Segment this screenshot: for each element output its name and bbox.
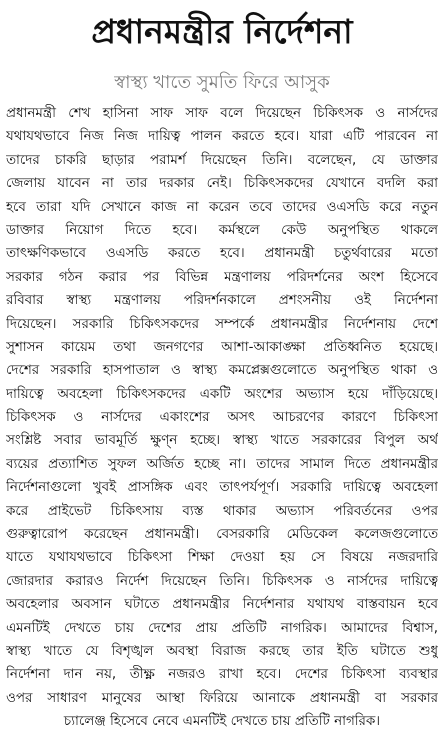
body-line: যথাযথভাবে নিজ নিজ দায়িত্ব পালন করতে হবে। যারা এটি পারবেন না (6, 129, 438, 145)
body-line: চ্যালেঞ্জ হিসেবে নেবে এমনটিই দেখতে চায় প্রতিটি নাগরিক। (63, 714, 381, 730)
body-line: সংশ্লিষ্ট সবার ভাবমূর্তি ক্ষুণ্ন হচ্ছে। স্বাস্থ্য খাতে সরকারের বিপুল অর্থ (6, 433, 438, 449)
subheadline: স্বাস্থ্য খাতে সুমতি ফিরে আসুক (114, 72, 330, 93)
article-body (2, 102, 442, 734)
body-line: দায়িত্বে অবহেলা চিকিৎসকদের একটি অংশের অভ্যাস হয়ে দাঁড়িয়েছে। (6, 386, 438, 402)
body-line: এমনটিই দেখতে চায় দেশের প্রায় প্রতিটি নাগরিক। আমাদের বিশ্বাস, (6, 620, 438, 636)
body-line: নির্দেশনা দান নয়, তীক্ষ্ণ নজরও রাখা হবে। দেশের চিকিৎসা ব্যবস্থার (6, 667, 438, 683)
body-line: তাদের চাকরি ছাড়ার পরামর্শ দিয়েছেন তিনি। বলেছেন, যে ডাক্তার (6, 152, 438, 168)
body-line: গুরুত্বারোপ করেছেন প্রধানমন্ত্রী। বেসরকারি মেডিকেল কলেজগুলোতে (6, 527, 438, 543)
body-line: সরকার গঠন করার পর বিভিন্ন মন্ত্রণালয় পরিদর্শনের অংশ হিসেবে (6, 269, 438, 285)
body-line: দিয়েছেন। সরকারি চিকিৎসকদের সম্পর্কে প্রধানমন্ত্রীর নির্দেশনায় দেশে (6, 316, 438, 332)
body-line: দেশের সরকারি হাসপাতাল ও স্বাস্থ্য কমপ্লেক্সগুলোতে অনুপস্থিত থাকা ও (6, 363, 438, 379)
body-line: করে প্রাইভেট চিকিৎসায় ব্যস্ত থাকার অভ্যাস পরিবর্তনের ওপর (6, 503, 438, 519)
body-line: চিকিৎসক ও নার্সদের একাংশের অসৎ আচরণের কারণে চিকিৎসা (6, 410, 438, 426)
body-line: প্রধানমন্ত্রী শেখ হাসিনা সাফ সাফ বলে দিয়েছেন চিকিৎসক ও নার্সদের (6, 106, 438, 121)
body-line: স্বাস্থ্য খাতে যে বিশৃঙ্খল অবস্থা বিরাজ করছে তার ইতি ঘটাতে শুধু (6, 643, 438, 659)
body-line: ডাক্তার নিয়োগ দিতে হবে। কর্মস্থলে কেউ অনুপস্থিত থাকলে (6, 222, 438, 238)
headline: প্রধানমন্ত্রীর নির্দেশনা (91, 12, 353, 51)
body-line: ওপর সাধারণ মানুষের আস্থা ফিরিয়ে আনাকে প্রধানমন্ত্রী বা সরকার (6, 690, 438, 706)
body-line: যাতে যথাযথভাবে চিকিৎসা শিক্ষা দেওয়া হয় সে বিষয়ে নজরদারি (6, 550, 438, 566)
body-line: সুশাসন কায়েম তথা জনগণের আশা-আকাঙ্ক্ষা প্রতিধ্বনিত হয়েছে। (6, 339, 438, 355)
body-line: তাৎক্ষণিকভাবে ওএসডি করতে হবে। প্রধানমন্ত্রী চতুর্থবারের মতো (6, 246, 438, 262)
body-line: অবহেলার অবসান ঘটাতে প্রধানমন্ত্রীর নির্দেশনার যথাযথ বাস্তবায়ন হবে (6, 597, 438, 613)
body-line: নির্দেশনাগুলো খুবই প্রাসঙ্গিক এবং তাৎপর্যপূর্ণ। সরকারি দায়িত্বে অবহেলা (6, 480, 438, 496)
body-line: জেলায় যাবেন না তার দরকার নেই। চিকিৎসকদের যেখানে বদলি করা (6, 176, 438, 192)
body-line: ব্যয়ের প্রত্যাশিত সুফল অর্জিত হচ্ছে না। তাদের সামাল দিতে প্রধানমন্ত্রীর (6, 456, 438, 472)
body-line: জোরদার করারও নির্দেশ দিয়েছেন তিনি। চিকিৎসক ও নার্সদের দায়িত্বে (6, 573, 438, 589)
body-line: হবে তারা যদি সেখানে কাজ না করেন তবে তাদের ওএসডি করে নতুন (6, 199, 438, 215)
body-line: রবিবার স্বাস্থ্য মন্ত্রণালয় পরিদর্শনকালে প্রশংসনীয় ওই নির্দেশনা (6, 293, 438, 309)
